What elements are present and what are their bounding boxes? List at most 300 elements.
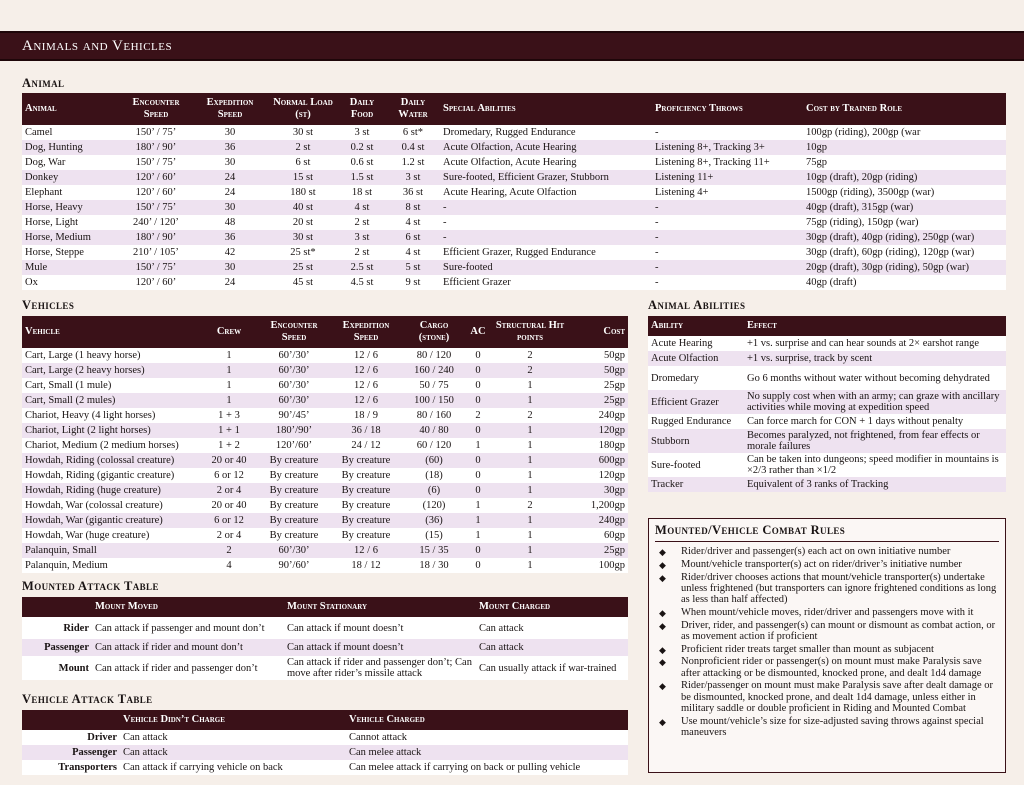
mounted-attack-header-cell: Mount Moved: [92, 597, 284, 617]
animal-cell: 1.5 st: [338, 170, 386, 185]
animal-cell: 2.5 st: [338, 260, 386, 275]
animal-cell: 1.2 st: [386, 155, 440, 170]
vehicle-attack-cell: Cannot attack: [346, 730, 628, 745]
animal-row: [22, 230, 1006, 245]
ability-header-cell: Effect: [744, 316, 1006, 336]
vehicle-cell: 1: [490, 558, 570, 573]
animal-cell: 210’ / 105’: [120, 245, 192, 260]
animal-cell: Dog, Hunting: [22, 140, 120, 155]
vehicle-table-body: [22, 348, 628, 573]
vehicle-cell: By creature: [330, 483, 402, 498]
animal-cell: 2 st: [338, 245, 386, 260]
vehicle-cell: (6): [402, 483, 466, 498]
animal-cell: 240’ / 120’: [120, 215, 192, 230]
animal-cell: 10gp: [803, 140, 1006, 155]
animal-cell: Listening 8+, Tracking 3+: [652, 140, 803, 155]
vehicle-cell: 1: [466, 438, 490, 453]
vehicle-cell: 1: [466, 513, 490, 528]
combat-rule-text: Use mount/vehicle’s size for size-adjusted saving throws against special maneuvers: [681, 715, 984, 738]
animal-cell: 150’ / 75’: [120, 260, 192, 275]
diamond-bullet-icon: ◆: [659, 559, 666, 570]
vehicle-cell: (120): [402, 498, 466, 513]
vehicle-cell: 120’/60’: [258, 438, 330, 453]
combat-rule-text: Rider/driver and passenger(s) each act on own initiative number: [681, 546, 951, 557]
vehicle-cell: 180gp: [570, 438, 628, 453]
animal-cell: 30 st: [268, 125, 338, 140]
animal-cell: 3 st: [338, 125, 386, 140]
animal-section-title: Animal: [22, 76, 65, 90]
ability-cell: Go 6 months without water without becoming dehydrated: [744, 366, 1006, 390]
vehicle-row: [22, 363, 628, 378]
vehicle-attack-table-body: [22, 730, 628, 775]
animal-cell: 42: [192, 245, 268, 260]
combat-rule-item: [655, 620, 999, 642]
animal-cell: 5 st: [386, 260, 440, 275]
animal-cell: -: [440, 230, 652, 245]
vehicle-row: [22, 483, 628, 498]
animal-header-cell: Special Abilities: [440, 93, 652, 125]
vehicle-cell: (60): [402, 453, 466, 468]
vehicle-cell: 1: [490, 483, 570, 498]
vehicle-cell: 1: [490, 528, 570, 543]
mounted-attack-cell: Can usually attack if war-trained: [476, 656, 628, 680]
mounted-attack-cell: Can attack if mount doesn’t: [284, 617, 476, 639]
animal-cell: Donkey: [22, 170, 120, 185]
vehicle-cell: 6 or 12: [200, 513, 258, 528]
animal-cell: 4.5 st: [338, 275, 386, 290]
vehicle-attack-row: [22, 730, 628, 745]
vehicle-header-row: [22, 316, 628, 348]
animal-cell: Mule: [22, 260, 120, 275]
vehicle-header-cell: Expedition Speed: [330, 316, 402, 348]
vehicle-cell: 60’/30’: [258, 348, 330, 363]
vehicle-cell: Chariot, Heavy (4 light horses): [22, 408, 200, 423]
diamond-bullet-icon: ◆: [659, 681, 666, 692]
vehicle-cell: 2: [200, 543, 258, 558]
vehicle-cell: 240gp: [570, 513, 628, 528]
animal-header-cell: Cost by Trained Role: [803, 93, 1006, 125]
vehicle-cell: By creature: [330, 468, 402, 483]
animal-cell: 30: [192, 260, 268, 275]
vehicle-cell: 50 / 75: [402, 378, 466, 393]
animal-cell: 36: [192, 230, 268, 245]
mounted-attack-header-cell: Mount Charged: [476, 597, 628, 617]
vehicle-cell: 25gp: [570, 378, 628, 393]
mounted-attack-cell: Can attack if passenger and mount don’t: [92, 617, 284, 639]
ability-row: [648, 453, 1006, 477]
vehicle-cell: Cart, Large (2 heavy horses): [22, 363, 200, 378]
vehicle-row: [22, 468, 628, 483]
animal-cell: 20 st: [268, 215, 338, 230]
ability-cell: Can be taken into dungeons; speed modifier in mountains is ×2/3 rather than ×1/2: [744, 453, 1006, 477]
mounted-attack-section-title: Mounted Attack Table: [22, 579, 159, 593]
vehicle-cell: 1: [490, 423, 570, 438]
vehicle-cell: 12 / 6: [330, 543, 402, 558]
animal-row: [22, 200, 1006, 215]
diamond-bullet-icon: ◆: [659, 620, 666, 631]
animal-cell: Acute Olfaction, Acute Hearing: [440, 140, 652, 155]
vehicle-row: [22, 543, 628, 558]
animal-header-cell: Normal Load (st): [268, 93, 338, 125]
vehicle-cell: 30gp: [570, 483, 628, 498]
animal-cell: 36: [192, 140, 268, 155]
diamond-bullet-icon: ◆: [659, 547, 666, 557]
vehicle-row: [22, 348, 628, 363]
mounted-attack-cell: Rider: [22, 617, 92, 639]
vehicle-cell: Cart, Small (1 mule): [22, 378, 200, 393]
animal-cell: Listening 4+: [652, 185, 803, 200]
animal-cell: 6 st: [386, 230, 440, 245]
vehicle-attack-row: [22, 760, 628, 775]
diamond-bullet-icon: ◆: [659, 657, 666, 668]
vehicle-cell: 1: [490, 438, 570, 453]
animal-cell: 30gp (draft), 60gp (riding), 120gp (war): [803, 245, 1006, 260]
vehicle-cell: 2: [490, 498, 570, 513]
vehicle-cell: (15): [402, 528, 466, 543]
animal-header-cell: Daily Water: [386, 93, 440, 125]
vehicle-cell: (36): [402, 513, 466, 528]
vehicle-cell: 600gp: [570, 453, 628, 468]
vehicle-cell: Howdah, War (colossal creature): [22, 498, 200, 513]
vehicle-cell: 0: [466, 483, 490, 498]
vehicle-cell: 90’/45’: [258, 408, 330, 423]
animal-row: [22, 275, 1006, 290]
vehicle-cell: Howdah, Riding (gigantic creature): [22, 468, 200, 483]
ability-cell: +1 vs. surprise and can hear sounds at 2× earshot range: [744, 336, 1006, 351]
vehicle-cell: 2: [490, 348, 570, 363]
page-banner: [0, 31, 1024, 61]
animal-cell: -: [652, 125, 803, 140]
vehicle-cell: By creature: [258, 453, 330, 468]
abilities-table: [648, 316, 1006, 492]
combat-rule-item: [655, 607, 999, 618]
vehicle-header-cell: Cargo (stone): [402, 316, 466, 348]
animal-header-cell: Expedition Speed: [192, 93, 268, 125]
vehicle-cell: 1: [200, 348, 258, 363]
vehicle-attack-cell: Can melee attack: [346, 745, 628, 760]
animal-header-cell: Proficiency Throws: [652, 93, 803, 125]
vehicle-header-cell: Crew: [200, 316, 258, 348]
vehicle-cell: 60’/30’: [258, 393, 330, 408]
vehicle-row: [22, 453, 628, 468]
combat-rules-title: Mounted/Vehicle Combat Rules: [655, 523, 999, 542]
vehicle-cell: 0: [466, 543, 490, 558]
ability-cell: Rugged Endurance: [648, 414, 744, 429]
combat-rule-item: [655, 572, 999, 606]
animal-cell: 150’ / 75’: [120, 155, 192, 170]
ability-row: [648, 477, 1006, 492]
vehicle-cell: By creature: [330, 513, 402, 528]
animal-cell: 6 st*: [386, 125, 440, 140]
mounted-attack-cell: Passenger: [22, 639, 92, 656]
ability-cell: Can force march for CON + 1 days without penalty: [744, 414, 1006, 429]
animal-cell: 0.4 st: [386, 140, 440, 155]
animal-cell: 4 st: [338, 200, 386, 215]
combat-rule-text: Proficient rider treats target smaller than mount as subjacent: [681, 643, 934, 655]
vehicle-attack-cell: Can attack: [120, 730, 346, 745]
animal-cell: 120’ / 60’: [120, 275, 192, 290]
animal-header-cell: Encounter Speed: [120, 93, 192, 125]
vehicle-cell: 2: [466, 408, 490, 423]
animal-cell: Efficient Grazer: [440, 275, 652, 290]
vehicle-header-cell: Encounter Speed: [258, 316, 330, 348]
vehicle-cell: 1 + 3: [200, 408, 258, 423]
animal-cell: 150’ / 75’: [120, 200, 192, 215]
vehicle-attack-header-cell: Vehicle Charged: [346, 710, 628, 730]
ability-header-cell: Ability: [648, 316, 744, 336]
animal-cell: 0.2 st: [338, 140, 386, 155]
ability-row: [648, 336, 1006, 351]
vehicle-cell: By creature: [330, 453, 402, 468]
vehicle-cell: By creature: [258, 513, 330, 528]
animal-cell: 30gp (draft), 40gp (riding), 250gp (war): [803, 230, 1006, 245]
combat-rule-item: [655, 559, 999, 570]
animal-header-cell: Daily Food: [338, 93, 386, 125]
vehicle-header-cell: Vehicle: [22, 316, 200, 348]
animal-cell: -: [652, 260, 803, 275]
animal-cell: 25 st*: [268, 245, 338, 260]
vehicle-row: [22, 438, 628, 453]
abilities-section-title: Animal Abilities: [648, 298, 746, 312]
vehicle-cell: 60gp: [570, 528, 628, 543]
vehicle-cell: 0: [466, 348, 490, 363]
animal-header-row: [22, 93, 1006, 125]
mounted-attack-header-cell: [22, 597, 92, 617]
mounted-attack-cell: Can attack if rider and mount don’t: [92, 639, 284, 656]
vehicle-cell: Howdah, War (gigantic creature): [22, 513, 200, 528]
vehicle-cell: 180’/90’: [258, 423, 330, 438]
vehicle-cell: 1: [490, 378, 570, 393]
ability-row: [648, 351, 1006, 366]
vehicle-row: [22, 408, 628, 423]
animal-cell: 48: [192, 215, 268, 230]
vehicle-cell: 60’/30’: [258, 543, 330, 558]
animal-cell: 45 st: [268, 275, 338, 290]
diamond-bullet-icon: ◆: [659, 572, 666, 583]
vehicle-cell: 50gp: [570, 363, 628, 378]
vehicle-cell: 15 / 35: [402, 543, 466, 558]
animal-cell: 8 st: [386, 200, 440, 215]
animal-cell: Camel: [22, 125, 120, 140]
animal-row: [22, 155, 1006, 170]
vehicle-cell: 20 or 40: [200, 498, 258, 513]
combat-rule-text: Mount/vehicle transporter(s) act on rider/driver’s initiative number: [681, 558, 962, 570]
combat-rule-text: Rider/driver chooses actions that mount/vehicle transporter(s) undertake unless frightened (but transporters can ignore frightened conditions as long as less than half affected): [681, 571, 997, 605]
animal-cell: 25 st: [268, 260, 338, 275]
animal-cell: 30: [192, 125, 268, 140]
mounted-attack-row: [22, 656, 628, 680]
animal-cell: 24: [192, 275, 268, 290]
vehicle-cell: 0: [466, 453, 490, 468]
vehicle-cell: 24 / 12: [330, 438, 402, 453]
vehicle-attack-row: [22, 745, 628, 760]
vehicle-attack-cell: Driver: [22, 730, 120, 745]
animal-cell: Horse, Light: [22, 215, 120, 230]
vehicle-cell: 1: [490, 393, 570, 408]
animal-cell: 75gp (riding), 150gp (war): [803, 215, 1006, 230]
animal-row: [22, 245, 1006, 260]
vehicle-cell: 20 or 40: [200, 453, 258, 468]
vehicle-cell: 80 / 160: [402, 408, 466, 423]
vehicle-cell: 2: [490, 408, 570, 423]
animal-cell: 15 st: [268, 170, 338, 185]
vehicle-cell: (18): [402, 468, 466, 483]
vehicle-cell: 12 / 6: [330, 393, 402, 408]
ability-cell: Acute Olfaction: [648, 351, 744, 366]
ability-row: [648, 429, 1006, 453]
animal-cell: 180’ / 90’: [120, 230, 192, 245]
animal-cell: Listening 8+, Tracking 11+: [652, 155, 803, 170]
vehicle-cell: Howdah, Riding (colossal creature): [22, 453, 200, 468]
vehicle-cell: 40 / 80: [402, 423, 466, 438]
vehicle-cell: 0: [466, 423, 490, 438]
vehicle-cell: Cart, Small (2 mules): [22, 393, 200, 408]
vehicle-cell: 60’/30’: [258, 378, 330, 393]
combat-rule-item: [655, 546, 999, 557]
animal-cell: 9 st: [386, 275, 440, 290]
animal-cell: Sure-footed: [440, 260, 652, 275]
vehicle-cell: By creature: [258, 498, 330, 513]
ability-cell: Sure-footed: [648, 453, 744, 477]
animal-cell: Sure-footed, Efficient Grazer, Stubborn: [440, 170, 652, 185]
ability-cell: Efficient Grazer: [648, 390, 744, 414]
vehicle-cell: 2 or 4: [200, 483, 258, 498]
animal-row: [22, 215, 1006, 230]
animal-row: [22, 140, 1006, 155]
ability-row: [648, 390, 1006, 414]
animal-cell: Efficient Grazer, Rugged Endurance: [440, 245, 652, 260]
animal-cell: 4 st: [386, 215, 440, 230]
combat-rule-text: Rider/passenger on mount must make Paralysis save after dealt damage or be dismounted, knocked prone, and dealt 1d4 damage, unless either in military saddle or double proficient in Riding and Mounted Combat: [681, 680, 993, 714]
combat-rules-list: [655, 546, 999, 738]
animal-cell: 120’ / 60’: [120, 170, 192, 185]
animal-cell: 3 st: [338, 230, 386, 245]
vehicle-header-cell: AC: [466, 316, 490, 348]
animal-cell: 10gp (draft), 20gp (riding): [803, 170, 1006, 185]
vehicle-cell: 12 / 6: [330, 348, 402, 363]
vehicle-row: [22, 378, 628, 393]
animal-header-cell: Animal: [22, 93, 120, 125]
vehicle-cell: 80 / 120: [402, 348, 466, 363]
vehicle-cell: By creature: [258, 528, 330, 543]
diamond-bullet-icon: ◆: [659, 644, 666, 655]
vehicle-cell: 1 + 1: [200, 423, 258, 438]
animal-cell: 4 st: [386, 245, 440, 260]
animal-cell: Dog, War: [22, 155, 120, 170]
vehicle-cell: 1: [490, 543, 570, 558]
vehicle-cell: Howdah, Riding (huge creature): [22, 483, 200, 498]
vehicle-cell: By creature: [258, 468, 330, 483]
vehicle-cell: 1: [200, 378, 258, 393]
vehicle-attack-cell: Can melee attack if carrying on back or pulling vehicle: [346, 760, 628, 775]
ability-cell: Acute Hearing: [648, 336, 744, 351]
combat-rule-text: When mount/vehicle moves, rider/driver and passengers move with it: [681, 606, 974, 618]
vehicle-cell: 1,200gp: [570, 498, 628, 513]
animal-cell: 30 st: [268, 230, 338, 245]
animal-cell: Elephant: [22, 185, 120, 200]
mounted-attack-table: [22, 597, 628, 680]
combat-rule-item: [655, 716, 999, 738]
animal-cell: Horse, Steppe: [22, 245, 120, 260]
vehicle-cell: 25gp: [570, 543, 628, 558]
vehicle-row: [22, 498, 628, 513]
animal-cell: Dromedary, Rugged Endurance: [440, 125, 652, 140]
animal-cell: 24: [192, 185, 268, 200]
vehicle-cell: 1 + 2: [200, 438, 258, 453]
vehicle-attack-header-cell: Vehicle Didn’t Charge: [120, 710, 346, 730]
animal-cell: 6 st: [268, 155, 338, 170]
vehicle-cell: Cart, Large (1 heavy horse): [22, 348, 200, 363]
animal-cell: 0.6 st: [338, 155, 386, 170]
vehicle-row: [22, 558, 628, 573]
animal-table: [22, 93, 1006, 290]
animal-cell: 18 st: [338, 185, 386, 200]
ability-row: [648, 414, 1006, 429]
mounted-attack-cell: Can attack if rider and passenger don’t; Can move after rider’s missile attack: [284, 656, 476, 680]
ability-cell: Equivalent of 3 ranks of Tracking: [744, 477, 1006, 492]
vehicle-attack-table: [22, 710, 628, 775]
animal-cell: 2 st: [338, 215, 386, 230]
vehicle-cell: 100 / 150: [402, 393, 466, 408]
vehicle-cell: 36 / 18: [330, 423, 402, 438]
vehicle-cell: By creature: [330, 528, 402, 543]
abilities-table-body: [648, 336, 1006, 492]
combat-rule-text: Driver, rider, and passenger(s) can mount or dismount as combat action, or as movement action if proficient: [681, 619, 996, 642]
vehicle-cell: 0: [466, 558, 490, 573]
animal-cell: -: [652, 230, 803, 245]
animal-cell: Acute Hearing, Acute Olfaction: [440, 185, 652, 200]
animal-cell: 30: [192, 200, 268, 215]
vehicle-cell: 2: [490, 363, 570, 378]
vehicle-row: [22, 513, 628, 528]
vehicle-attack-cell: Can attack if carrying vehicle on back: [120, 760, 346, 775]
vehicle-cell: 18 / 9: [330, 408, 402, 423]
vehicle-attack-cell: Can attack: [120, 745, 346, 760]
diamond-bullet-icon: ◆: [659, 716, 666, 727]
ability-cell: Dromedary: [648, 366, 744, 390]
vehicle-cell: Howdah, War (huge creature): [22, 528, 200, 543]
mounted-attack-cell: Can attack if rider and passenger don’t: [92, 656, 284, 680]
animal-cell: 180 st: [268, 185, 338, 200]
animal-cell: Ox: [22, 275, 120, 290]
vehicle-cell: 18 / 30: [402, 558, 466, 573]
vehicle-cell: By creature: [258, 483, 330, 498]
animal-cell: -: [440, 215, 652, 230]
vehicle-cell: 18 / 12: [330, 558, 402, 573]
vehicle-cell: 2 or 4: [200, 528, 258, 543]
animal-cell: -: [652, 245, 803, 260]
vehicle-cell: 50gp: [570, 348, 628, 363]
mounted-attack-cell: Can attack: [476, 617, 628, 639]
vehicle-attack-cell: Passenger: [22, 745, 120, 760]
ability-cell: Stubborn: [648, 429, 744, 453]
vehicle-attack-header-cell: [22, 710, 120, 730]
vehicle-cell: 60 / 120: [402, 438, 466, 453]
combat-rule-text: Nonproficient rider or passenger(s) on mount must make Paralysis save after attacking or be dismounted, knocked prone, and dealt 1d4 damage: [681, 656, 982, 679]
vehicle-row: [22, 423, 628, 438]
vehicle-table: [22, 316, 628, 573]
vehicle-cell: 25gp: [570, 393, 628, 408]
page-title: Animals and Vehicles: [22, 38, 173, 54]
mounted-attack-cell: Can attack: [476, 639, 628, 656]
vehicle-cell: Chariot, Light (2 light horses): [22, 423, 200, 438]
vehicle-cell: 0: [466, 393, 490, 408]
animal-row: [22, 125, 1006, 140]
vehicle-header-cell: Cost: [570, 316, 628, 348]
ability-cell: +1 vs. surprise, track by scent: [744, 351, 1006, 366]
animal-table-body: [22, 125, 1006, 290]
ability-cell: Becomes paralyzed, not frightened, from fear effects or morale failures: [744, 429, 1006, 453]
